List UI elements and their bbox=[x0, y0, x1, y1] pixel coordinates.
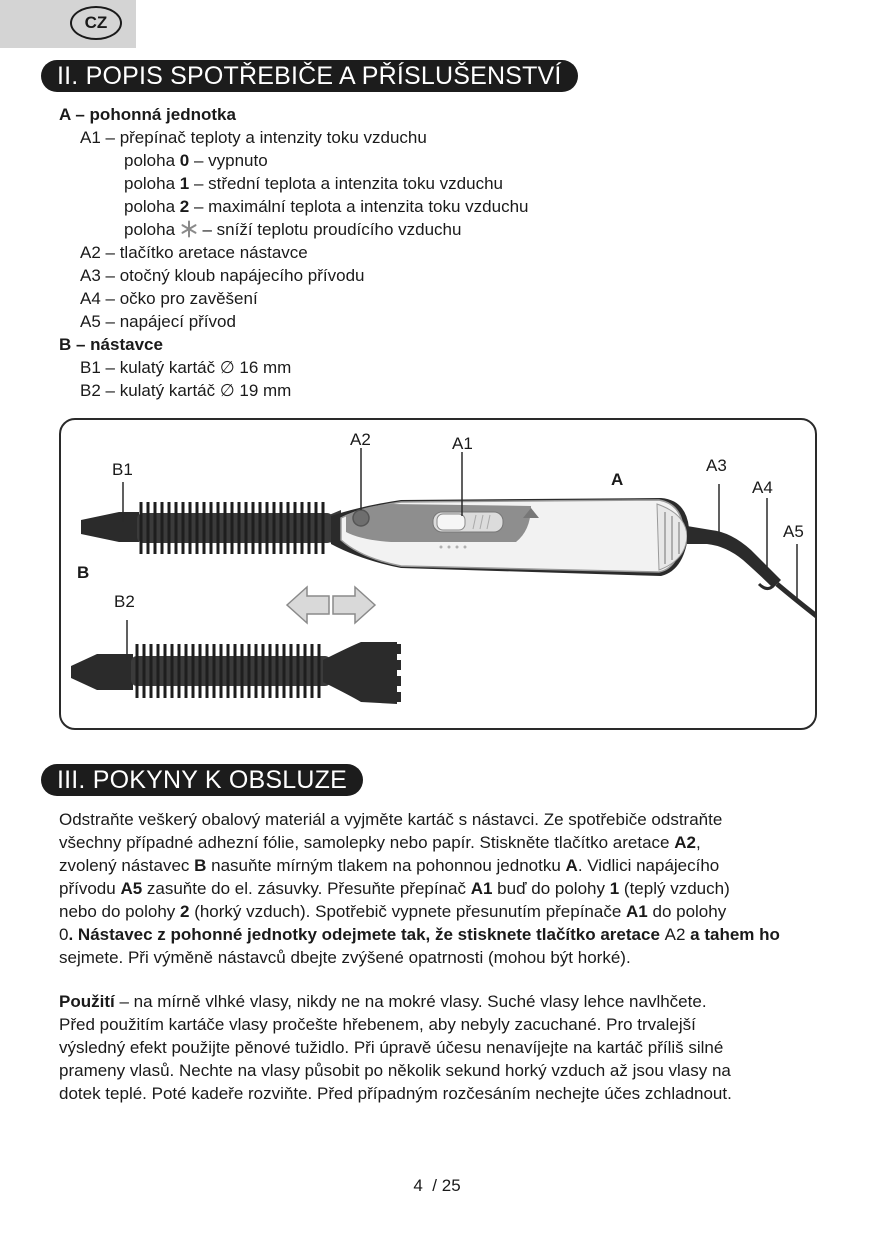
bold-term: . Nástavec z pohonné jednotky odejmete tak, že stisknete tlačítko aretace bbox=[68, 925, 665, 944]
item-pos1 bbox=[124, 172, 503, 195]
brush-b2-detached bbox=[71, 642, 401, 704]
item-a2: A2 – tlačítko aretace nástavce bbox=[80, 243, 308, 262]
page-number bbox=[0, 1176, 874, 1196]
text-run: A2 bbox=[664, 925, 686, 944]
bold-term: B bbox=[194, 856, 207, 875]
text-line bbox=[59, 854, 819, 877]
drive-unit-a bbox=[331, 498, 817, 618]
text-line bbox=[59, 831, 819, 854]
poscold-pre: poloha bbox=[124, 220, 180, 239]
label-a2: A2 bbox=[350, 430, 371, 449]
bold-term: A5 bbox=[120, 879, 143, 898]
label-a4: A4 bbox=[752, 478, 773, 497]
text-run: – na mírně vlhké vlasy, nikdy ne na mokré vlasy. Suché vlasy lehce navlhčete. bbox=[114, 992, 707, 1011]
text-run: dotek teplé. Poté kadeře rozviňte. Před případným rozčesáním nechejte účes zchladnout. bbox=[59, 1084, 732, 1103]
text-line bbox=[59, 1059, 819, 1082]
text-line bbox=[59, 1082, 819, 1105]
label-b: B bbox=[77, 563, 90, 582]
item-a1: A1 – přepínač teploty a intenzity toku vzduchu bbox=[80, 128, 427, 147]
item-b1: B1 – kulatý kartáč ∅ 16 mm bbox=[80, 358, 292, 377]
bold-term: A1 bbox=[626, 902, 648, 921]
text-run: prameny vlasů. Nechte na vlasy působit po několik sekund horký vzduch až jsou vlasy na bbox=[59, 1061, 731, 1080]
pos1-pre: poloha bbox=[124, 174, 180, 193]
double-arrow-icon bbox=[287, 587, 375, 623]
page-total: 25 bbox=[441, 1176, 461, 1195]
product-illustration bbox=[61, 420, 817, 730]
pos1-post: – střední teplota a intenzita toku vzduchu bbox=[189, 174, 504, 193]
label-b2: B2 bbox=[114, 592, 135, 611]
text-run: sejmete. Při výměně nástavců dbejte zvýšené opatrnosti (mohou být horké). bbox=[59, 948, 631, 967]
language-badge: CZ bbox=[70, 6, 122, 40]
bold-term: a tahem ho bbox=[685, 925, 780, 944]
pos1-num: 1 bbox=[179, 174, 190, 193]
label-a: A bbox=[611, 470, 624, 489]
text-run: výsledný efekt použijte pěnové tužidlo. Při úpravě účesu nenavíjejte na kartáč příliš silné bbox=[59, 1038, 724, 1057]
bold-term: A bbox=[565, 856, 578, 875]
text-line bbox=[59, 1036, 819, 1059]
text-run: všechny případné adhezní fólie, samolepky nebo papír. Stiskněte tlačítko aretace bbox=[59, 833, 675, 852]
section-2-title: II. POPIS SPOTŘEBIČE A PŘÍSLUŠENSTVÍ bbox=[41, 60, 578, 92]
page-separator: / bbox=[432, 1176, 437, 1195]
text-line bbox=[59, 1013, 819, 1036]
text-run: Před použitím kartáče vlasy pročešte hřebenem, aby nebyly zacuchané. Pro trvalejší bbox=[59, 1015, 696, 1034]
text-run: (teplý vzduch) bbox=[619, 879, 730, 898]
item-a4: A4 – očko pro zavěšení bbox=[80, 289, 258, 308]
item-pos0 bbox=[124, 149, 268, 172]
pos0-post: – vypnuto bbox=[189, 151, 268, 170]
group-b-heading: B – nástavce bbox=[59, 335, 163, 354]
section-3-title: III. POKYNY K OBSLUZE bbox=[41, 764, 363, 796]
pos2-post: – maximální teplota a intenzita toku vzduchu bbox=[189, 197, 529, 216]
label-a5: A5 bbox=[783, 522, 804, 541]
product-figure bbox=[59, 418, 817, 730]
text-run: . Vidlici napájecího bbox=[577, 856, 720, 875]
item-a3: A3 – otočný kloub napájecího přívodu bbox=[80, 266, 365, 285]
text-run: (horký vzduch). Spotřebič vypnete přesunutím přepínače bbox=[189, 902, 627, 921]
label-a3: A3 bbox=[706, 456, 727, 475]
label-a1: A1 bbox=[452, 434, 473, 453]
pos2-num: 2 bbox=[179, 197, 190, 216]
usage-paragraph bbox=[59, 990, 819, 1105]
text-run: přívodu bbox=[59, 879, 121, 898]
pos0-pre: poloha bbox=[124, 151, 180, 170]
text-line bbox=[59, 877, 819, 900]
text-run: 0 bbox=[59, 925, 69, 944]
item-pos-cold bbox=[124, 218, 461, 241]
bold-term: 2 bbox=[180, 902, 190, 921]
item-a5: A5 – napájecí přívod bbox=[80, 312, 236, 331]
poscold-post: – sníží teplotu proudícího vzduchu bbox=[197, 220, 462, 239]
snowflake-icon bbox=[180, 220, 198, 238]
text-line bbox=[59, 808, 819, 831]
text-run: nebo do polohy bbox=[59, 902, 180, 921]
text-line bbox=[59, 946, 819, 969]
item-b2: B2 – kulatý kartáč ∅ 19 mm bbox=[80, 381, 292, 400]
text-run: buď do polohy bbox=[492, 879, 610, 898]
group-a-heading: A – pohonná jednotka bbox=[59, 105, 236, 124]
text-run: zasuňte do el. zásuvky. Přesuňte přepínač bbox=[142, 879, 471, 898]
text-run: do polohy bbox=[647, 902, 727, 921]
text-run: nasuňte mírným tlakem na pohonnou jednotku bbox=[206, 856, 566, 875]
item-pos2 bbox=[124, 195, 529, 218]
text-line bbox=[59, 923, 819, 946]
text-line bbox=[59, 990, 819, 1013]
bold-term: Použití bbox=[59, 992, 115, 1011]
pos0-num: 0 bbox=[179, 151, 190, 170]
instructions-paragraph bbox=[59, 808, 819, 969]
bold-term: A1 bbox=[470, 879, 493, 898]
page-current: 4 bbox=[413, 1176, 423, 1195]
language-tab bbox=[0, 0, 136, 48]
bold-term: 1 bbox=[609, 879, 620, 898]
brush-b-attached bbox=[81, 502, 341, 554]
text-line bbox=[59, 900, 819, 923]
pos2-pre: poloha bbox=[124, 197, 180, 216]
text-run: Odstraňte veškerý obalový materiál a vyjměte kartáč s nástavci. Ze spotřebiče odstraňte bbox=[59, 810, 723, 829]
label-b1: B1 bbox=[112, 460, 133, 479]
text-run: zvolený nástavec bbox=[59, 856, 195, 875]
text-run: , bbox=[695, 833, 701, 852]
bold-term: A2 bbox=[674, 833, 696, 852]
